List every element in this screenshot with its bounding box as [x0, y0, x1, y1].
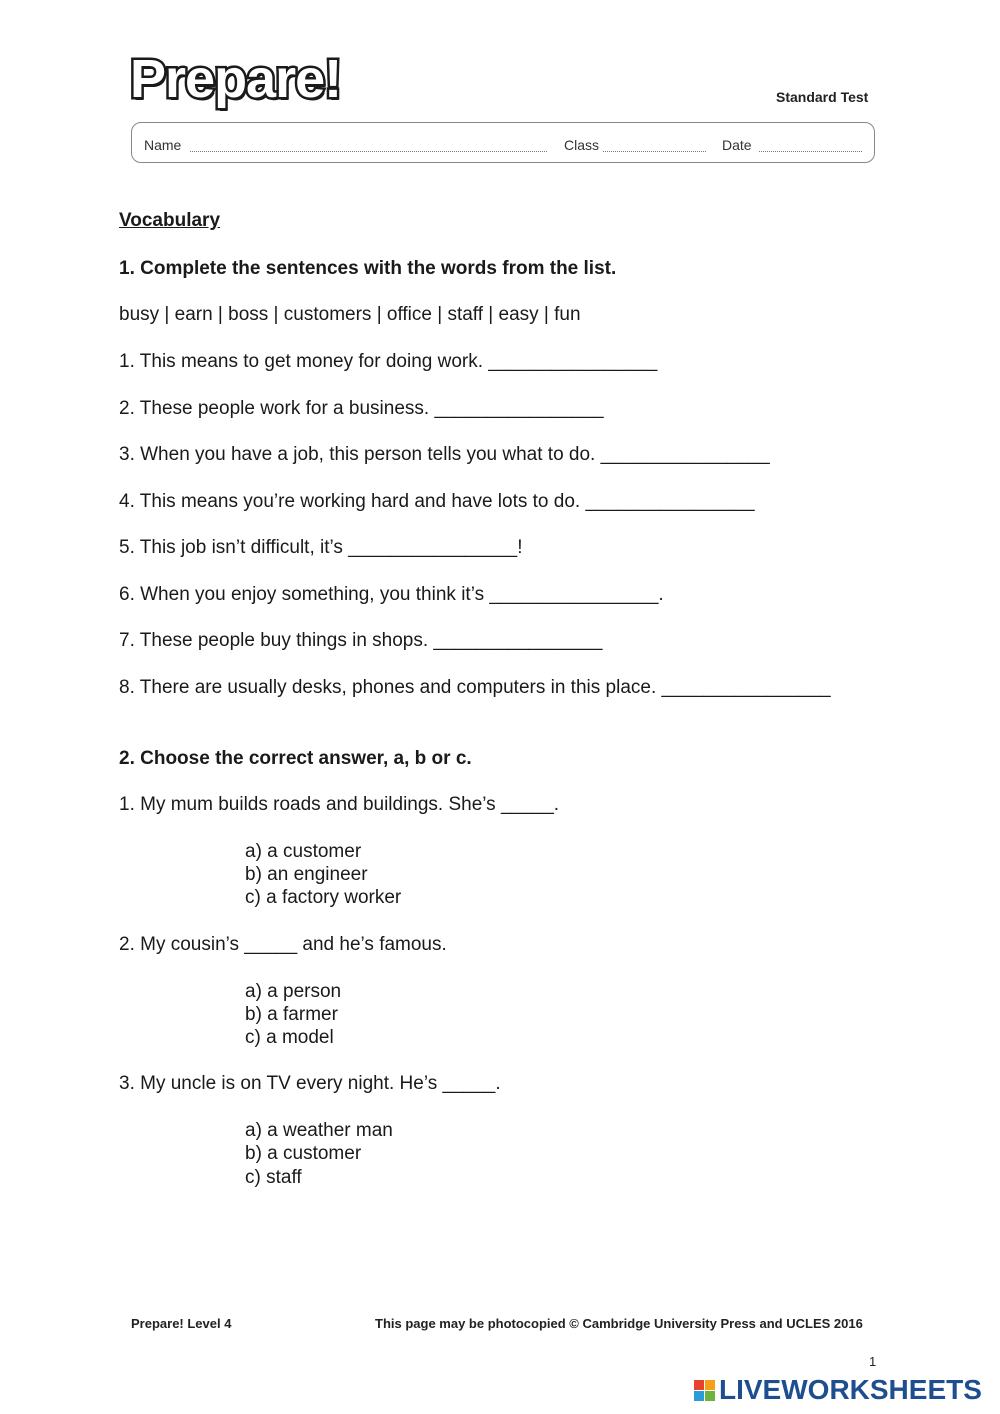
exercise1-item[interactable]: 5. This job isn’t difficult, it’s ________________! — [119, 537, 523, 558]
option-a[interactable]: a) a person — [245, 981, 342, 1002]
footer-level: Prepare! Level 4 — [131, 1316, 232, 1331]
exercise1-item[interactable]: 3. When you have a job, this person tells you what to do. ________________ — [119, 444, 770, 465]
option-b[interactable]: b) an engineer — [245, 864, 368, 885]
footer-copyright: This page may be photocopied © Cambridge University Press and UCLES 2016 — [375, 1316, 863, 1331]
option-c[interactable]: c) a model — [245, 1027, 334, 1048]
word-list: busy | earn | boss | customers | office | staff | easy | fun — [119, 304, 581, 325]
option-a[interactable]: a) a weather man — [245, 1120, 393, 1141]
option-c[interactable]: c) a factory worker — [245, 887, 402, 908]
option-b[interactable]: b) a farmer — [245, 1004, 338, 1025]
class-field-line[interactable] — [603, 151, 706, 152]
name-field-line[interactable] — [190, 151, 547, 152]
question-2[interactable]: 2. My cousin’s _____ and he’s famous. — [119, 934, 447, 955]
name-label: Name — [144, 137, 182, 153]
student-info-box — [131, 122, 875, 163]
option-c[interactable]: c) staff — [245, 1167, 302, 1188]
question-1[interactable]: 1. My mum builds roads and buildings. She’s _____. — [119, 794, 560, 815]
exercise1-item[interactable]: 7. These people buy things in shops. ________________ — [119, 630, 603, 651]
exercise1-item[interactable]: 4. This means you’re working hard and have lots to do. ________________ — [119, 491, 755, 512]
question-3[interactable]: 3. My uncle is on TV every night. He’s _____. — [119, 1073, 501, 1094]
exercise1-item[interactable]: 2. These people work for a business. ________________ — [119, 398, 604, 419]
section-title: Vocabulary — [119, 210, 221, 231]
option-a[interactable]: a) a customer — [245, 841, 362, 862]
option-b[interactable]: b) a customer — [245, 1143, 362, 1164]
test-type-label: Standard Test — [776, 89, 869, 105]
date-field-line[interactable] — [759, 151, 862, 152]
exercise1-item[interactable]: 8. There are usually desks, phones and computers in this place. ________________ — [119, 677, 831, 698]
class-label: Class — [564, 137, 600, 153]
liveworksheets-text: LIVEWORKSHEETS — [719, 1374, 982, 1405]
page-number: 1 — [869, 1354, 877, 1369]
prepare-logo: Prepare! — [130, 49, 342, 109]
exercise1-item[interactable]: 6. When you enjoy something, you think it’s ________________. — [119, 584, 664, 605]
liveworksheets-logo-icon — [694, 1380, 715, 1401]
exercise2-heading: 2. Choose the correct answer, a, b or c. — [119, 748, 472, 769]
date-label: Date — [722, 137, 752, 153]
exercise1-heading: 1. Complete the sentences with the words from the list. — [119, 258, 617, 279]
exercise1-item[interactable]: 1. This means to get money for doing work. ________________ — [119, 351, 658, 372]
liveworksheets-watermark[interactable] — [694, 1374, 982, 1406]
